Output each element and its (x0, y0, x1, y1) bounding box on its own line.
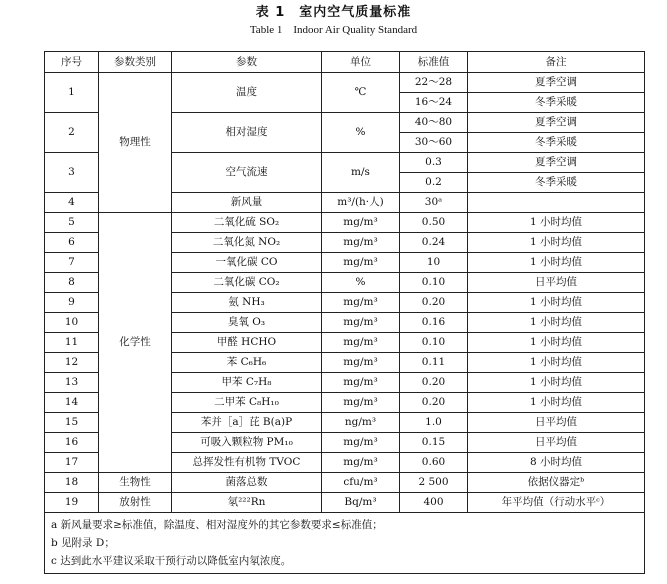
row-number: 17 (45, 453, 99, 473)
row-number: 15 (45, 413, 99, 433)
param-cell: 臭氧 O₃ (172, 313, 322, 333)
param-cell: 苯并［a］芘 B(a)P (172, 413, 322, 433)
param-cell: 氨 NH₃ (172, 293, 322, 313)
standard-value-cell: 0.10 (400, 273, 468, 293)
param-cell: 可吸入颗粒物 PM₁₀ (172, 433, 322, 453)
header-no: 序号 (45, 52, 99, 73)
unit-cell: % (322, 273, 400, 293)
param-cell: 相对湿度 (172, 113, 322, 153)
remark-cell: 8 小时均值 (468, 453, 645, 473)
standard-value-cell: 0.20 (400, 373, 468, 393)
row-number: 18 (45, 473, 99, 493)
standard-value-cell: 0.11 (400, 353, 468, 373)
row-number: 12 (45, 353, 99, 373)
param-cell: 新风量 (172, 193, 322, 213)
standard-value-cell: 0.24 (400, 233, 468, 253)
remark-cell: 1 小时均值 (468, 393, 645, 413)
param-cell: 甲苯 C₇H₈ (172, 373, 322, 393)
standard-value-cell: 0.3 (400, 153, 468, 173)
header-remark: 备注 (468, 52, 645, 73)
unit-cell: ℃ (322, 73, 400, 113)
standard-value-cell: 40～80 (400, 113, 468, 133)
header-row (45, 52, 645, 73)
remark-cell: 1 小时均值 (468, 313, 645, 333)
remark-cell: 夏季空调 (468, 113, 645, 133)
table-row (45, 493, 645, 513)
standard-value-cell: 0.15 (400, 433, 468, 453)
unit-cell: m/s (322, 153, 400, 193)
remark-cell: 年平均值（行动水平ᶜ） (468, 493, 645, 513)
standard-value-cell: 22～28 (400, 73, 468, 93)
table-row (45, 473, 645, 493)
remark-cell: 日平均值 (468, 273, 645, 293)
remark-cell: 依据仪器定ᵇ (468, 473, 645, 493)
param-cell: 苯 C₆H₆ (172, 353, 322, 373)
standard-value-cell: 0.60 (400, 453, 468, 473)
unit-cell: mg/m³ (322, 433, 400, 453)
standard-value-cell: 10 (400, 253, 468, 273)
footnote: b 见附录 D； (51, 537, 115, 549)
param-cell: 甲醛 HCHO (172, 333, 322, 353)
remark-cell: 1 小时均值 (468, 233, 645, 253)
row-number: 5 (45, 213, 99, 233)
unit-cell: mg/m³ (322, 393, 400, 413)
remark-cell: 冬季采暖 (468, 173, 645, 193)
param-cell: 空气流速 (172, 153, 322, 193)
remark-cell (468, 193, 645, 213)
param-cell: 二氧化氮 NO₂ (172, 233, 322, 253)
category-cell: 物理性 (99, 73, 172, 213)
unit-cell: ng/m³ (322, 413, 400, 433)
footnote: a 新风量要求≥标准值，除温度、相对湿度外的其它参数要求≤标准值； (51, 519, 383, 531)
header-param: 参数 (172, 52, 322, 73)
row-number: 19 (45, 493, 99, 513)
standard-value-cell: 0.20 (400, 393, 468, 413)
category-cell: 生物性 (99, 473, 172, 493)
unit-cell: mg/m³ (322, 213, 400, 233)
standard-value-cell: 0.50 (400, 213, 468, 233)
notes-row (45, 513, 645, 574)
unit-cell: m³/(h·人) (322, 193, 400, 213)
standard-value-cell: 30ᵃ (400, 193, 468, 213)
unit-cell: mg/m³ (322, 293, 400, 313)
table-row (45, 213, 645, 233)
row-number: 2 (45, 113, 99, 153)
unit-cell: mg/m³ (322, 373, 400, 393)
remark-cell: 1 小时均值 (468, 253, 645, 273)
remark-cell: 1 小时均值 (468, 373, 645, 393)
param-cell: 菌落总数 (172, 473, 322, 493)
unit-cell: Bq/m³ (322, 493, 400, 513)
header-standard: 标准值 (400, 52, 468, 73)
remark-cell: 日平均值 (468, 433, 645, 453)
standard-value-cell: 0.2 (400, 173, 468, 193)
category-cell: 放射性 (99, 493, 172, 513)
table-body (45, 73, 645, 574)
standard-value-cell: 400 (400, 493, 468, 513)
table-title-en: Table 1 Indoor Air Quality Standard (249, 24, 418, 36)
param-cell: 氡²²²Rn (172, 493, 322, 513)
row-number: 1 (45, 73, 99, 113)
remark-cell: 冬季采暖 (468, 133, 645, 153)
remark-cell: 1 小时均值 (468, 333, 645, 353)
standard-value-cell: 2 500 (400, 473, 468, 493)
param-cell: 一氧化碳 CO (172, 253, 322, 273)
notes-cell (45, 513, 645, 574)
param-cell: 温度 (172, 73, 322, 113)
row-number: 4 (45, 193, 99, 213)
row-number: 14 (45, 393, 99, 413)
unit-cell: mg/m³ (322, 313, 400, 333)
standard-value-cell: 1.0 (400, 413, 468, 433)
unit-cell: cfu/m³ (322, 473, 400, 493)
table-row (45, 73, 645, 93)
remark-cell: 冬季采暖 (468, 93, 645, 113)
standard-value-cell: 16～24 (400, 93, 468, 113)
unit-cell: mg/m³ (322, 353, 400, 373)
row-number: 3 (45, 153, 99, 193)
header-category: 参数类别 (99, 52, 172, 73)
remark-cell: 夏季空调 (468, 153, 645, 173)
category-cell: 化学性 (99, 213, 172, 473)
remark-cell: 日平均值 (468, 413, 645, 433)
standard-value-cell: 30～60 (400, 133, 468, 153)
unit-cell: mg/m³ (322, 453, 400, 473)
row-number: 6 (45, 233, 99, 253)
row-number: 13 (45, 373, 99, 393)
remark-cell: 1 小时均值 (468, 213, 645, 233)
remark-cell: 1 小时均值 (468, 353, 645, 373)
param-cell: 二氧化碳 CO₂ (172, 273, 322, 293)
unit-cell: mg/m³ (322, 233, 400, 253)
air-quality-table (44, 51, 645, 574)
row-number: 8 (45, 273, 99, 293)
remark-cell: 1 小时均值 (468, 293, 645, 313)
unit-cell: % (322, 113, 400, 153)
param-cell: 总挥发性有机物 TVOC (172, 453, 322, 473)
standard-value-cell: 0.10 (400, 333, 468, 353)
row-number: 10 (45, 313, 99, 333)
row-number: 9 (45, 293, 99, 313)
footnote: c 达到此水平建议采取干预行动以降低室内氡浓度。 (51, 555, 292, 567)
param-cell: 二甲苯 C₈H₁₀ (172, 393, 322, 413)
remark-cell: 夏季空调 (468, 73, 645, 93)
standard-value-cell: 0.20 (400, 293, 468, 313)
row-number: 11 (45, 333, 99, 353)
row-number: 16 (45, 433, 99, 453)
header-unit: 单位 (322, 52, 400, 73)
row-number: 7 (45, 253, 99, 273)
table-title-cn: 表 1 室内空气质量标准 (255, 5, 412, 20)
param-cell: 二氧化硫 SO₂ (172, 213, 322, 233)
standard-value-cell: 0.16 (400, 313, 468, 333)
unit-cell: mg/m³ (322, 253, 400, 273)
unit-cell: mg/m³ (322, 333, 400, 353)
